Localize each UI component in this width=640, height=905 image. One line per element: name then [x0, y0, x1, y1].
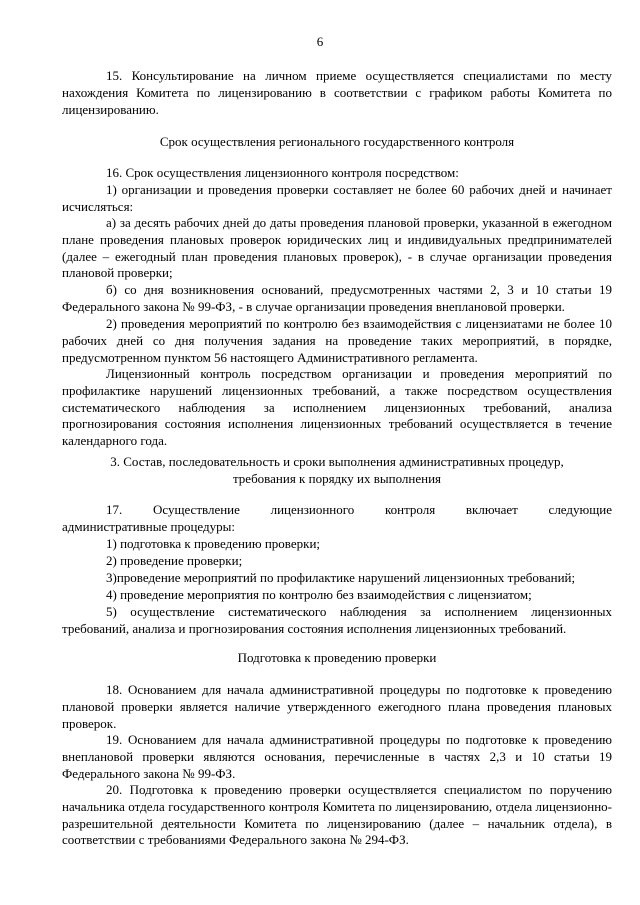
- page-number: 6: [316, 34, 324, 49]
- paragraph-16-item-b: б) со дня возникновения оснований, предусмотренных частями 2, 3 и 10 статьи 19 Федерального закона № 99-ФЗ, - в случае организации проведения внеплановой проверки.: [62, 282, 612, 314]
- list-item: 1) подготовка к проведению проверки;: [106, 536, 321, 551]
- paragraph-16-item-a: а) за десять рабочих дней до даты проведения плановой проверки, указанной в ежегодном плане проведения плановых проверок юридических лиц и индивидуальных предпринимателей (далее – ежегодный план проведения плановых проверок), - в случае организации проведения плановой проверки;: [62, 215, 612, 281]
- paragraph-17-intro: [62, 502, 612, 536]
- p17-word: 17.: [106, 502, 123, 517]
- p17-word: лицензионного: [270, 502, 355, 517]
- heading-control-term: Срок осуществления регионального государственного контроля: [159, 134, 515, 149]
- paragraph-18: 18. Основанием для начала административной процедуры по подготовке к проведению плановой проверки является наличие утвержденного ежегодного плана проведения плановых проверок.: [62, 682, 612, 731]
- paragraph-15: 15. Консультирование на личном приеме осуществляется специалистами по месту нахождения Комитета по лицензированию в соответствии с графиком работы Комитета по лицензированию.: [62, 68, 612, 117]
- p17-word: Осуществление: [152, 502, 240, 517]
- p17-word: следующие: [548, 502, 612, 517]
- paragraph-20: 20. Подготовка к проведению проверки осуществляется специалистом по поручению начальника отдела государственного контроля Комитета по лицензированию, отдела лицензионно-разрешительной деятельности Комитета по лицензированию (далее – начальник отдела), в соответствии с требованиями Федерального закона № 294-ФЗ.: [62, 782, 612, 848]
- list-item: 3)проведение мероприятий по профилактике нарушений лицензионных требований;: [106, 570, 576, 585]
- paragraph-16-intro: 16. Срок осуществления лицензионного контроля посредством:: [106, 165, 459, 180]
- p17-word: включает: [465, 502, 518, 517]
- list-item: 2) проведение проверки;: [106, 553, 243, 568]
- paragraph-16-trailing: Лицензионный контроль посредством организации и проведения мероприятий по профилактике нарушений лицензионных требований, а также посредством осуществления систематического наблюдения за исполнением лицензионных требований, анализа прогнозирования состояния исполнения лицензионных требований осуществляется в течение календарного года.: [62, 366, 612, 449]
- paragraph-19: 19. Основанием для начала административной процедуры по подготовке к проведению внеплановой проверки являются основания, перечисленные в частях 2,3 и 10 статьи 19 Федерального закона № 99-ФЗ.: [62, 732, 612, 781]
- paragraph-17-first-line: [62, 502, 612, 519]
- p17-word: контроля: [384, 502, 436, 517]
- paragraph-16-item-2: 2) проведения мероприятий по контролю без взаимодействия с лицензиатами не более 10 рабочих дней со дня получения задания на проведение таких мероприятий, в порядке, предусмотренном пунктом 56 настоящего Административного регламента.: [62, 316, 612, 365]
- list-item: 4) проведение мероприятия по контролю без взаимодействия с лицензиатом;: [106, 587, 532, 602]
- list-item: 5) осуществление систематического наблюдения за исполнением лицензионных требований, анализа и прогнозирования состояния исполнения лицензионных требований.: [62, 604, 612, 636]
- paragraph-17-tail: административные процедуры:: [62, 518, 235, 534]
- paragraph-16-item-1: 1) организации и проведения проверки составляет не более 60 рабочих дней и начинает исчисляться:: [62, 182, 612, 214]
- section-3-heading-line-1: 3. Состав, последовательность и сроки выполнения административных процедур,: [110, 454, 564, 469]
- section-3-heading-line-2: требования к порядку их выполнения: [232, 470, 442, 486]
- heading-prep: Подготовка к проведению проверки: [237, 650, 437, 665]
- section-3-heading: [62, 454, 612, 488]
